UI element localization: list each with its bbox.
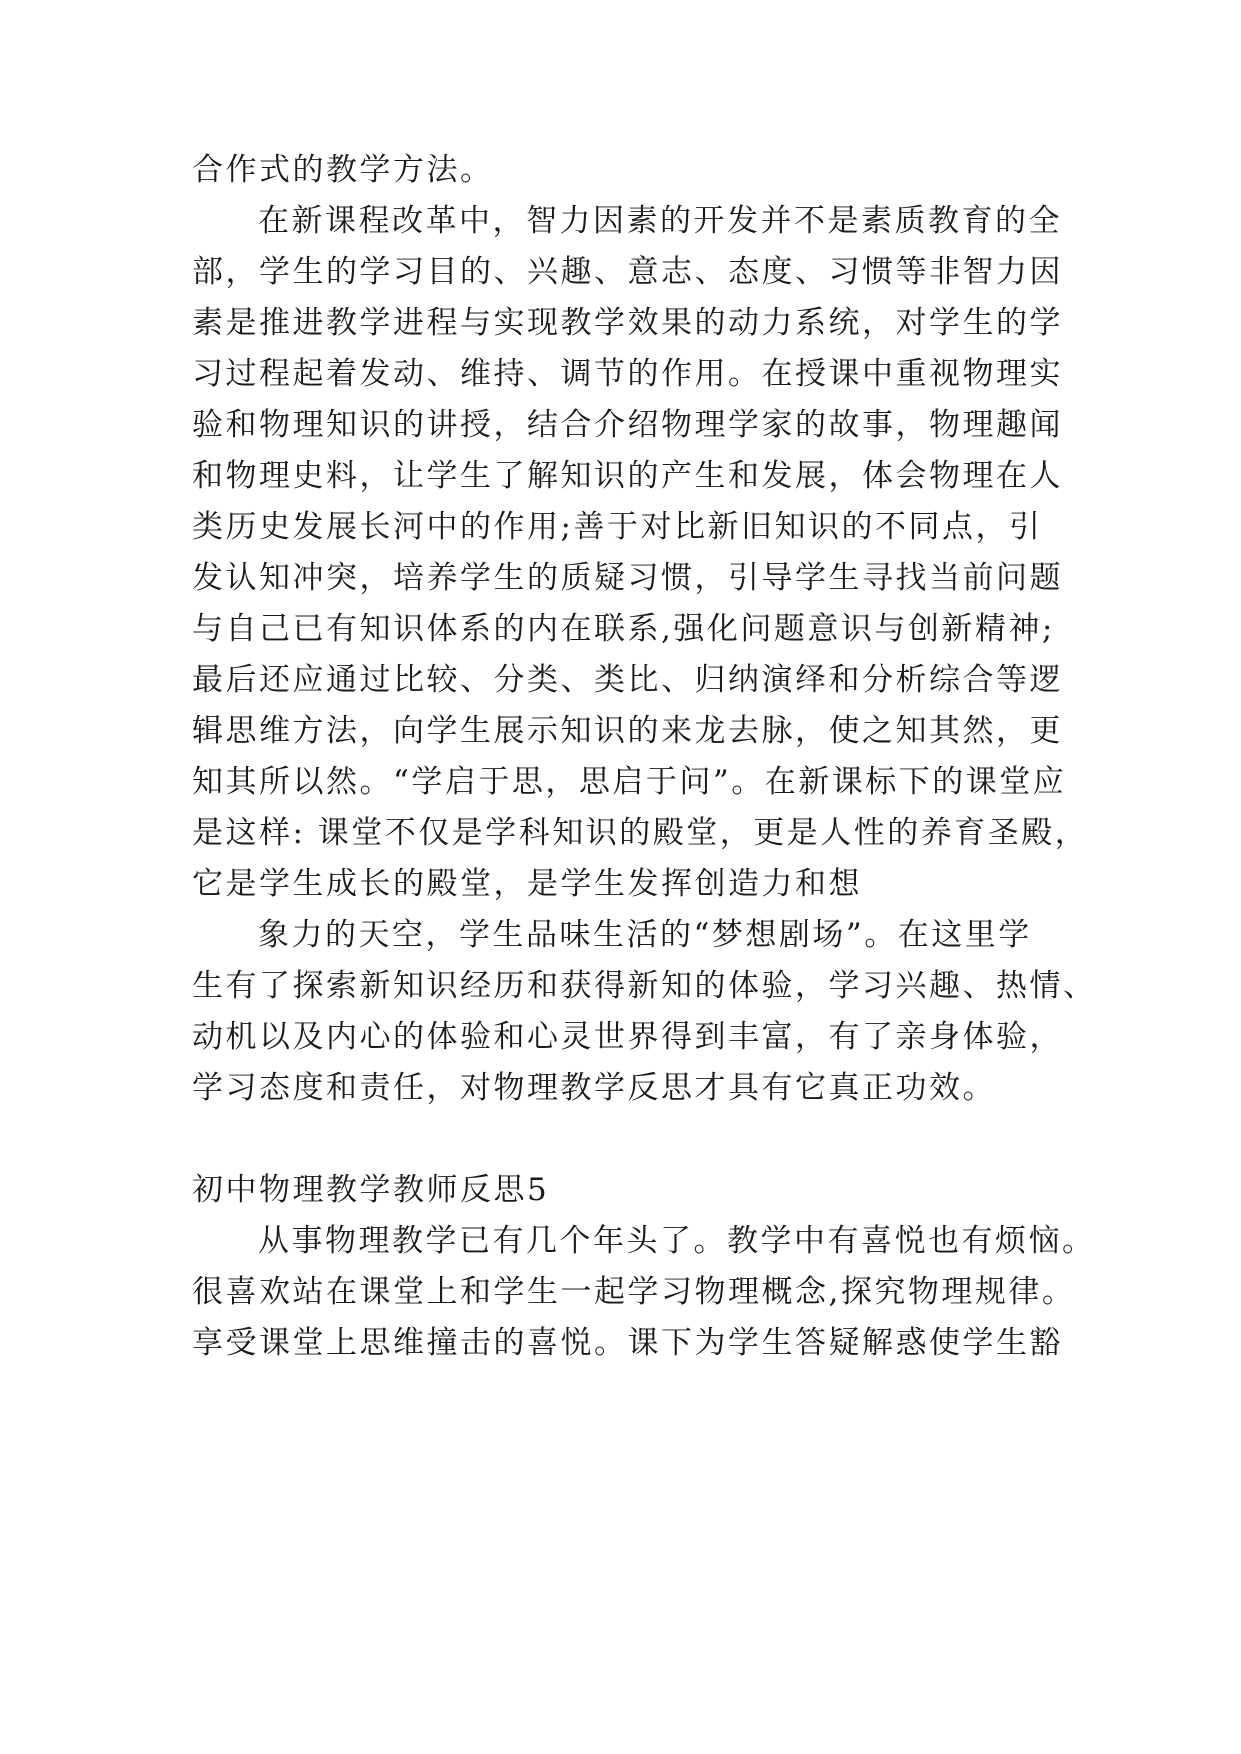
paragraph-2-line: 是这样: 课堂不仅是学科知识的殿堂，更是人性的养育圣殿，: [192, 815, 1089, 851]
paragraph-2-line: 它是学生成长的殿堂，是学生发挥创造力和想: [192, 866, 862, 902]
paragraph-2-line: 习过程起着发动、维持、调节的作用。在授课中重视物理实: [192, 356, 1063, 392]
paragraph-2-line: 类历史发展长河中的作用;善于对比新旧知识的不同点，引: [192, 509, 1043, 545]
paragraph-2-line: 和物理史料，让学生了解知识的产生和发展，体会物理在人: [192, 458, 1063, 494]
paragraph-3-line: 生有了探索新知识经历和获得新知的体验，学习兴趣、热情、: [192, 968, 1097, 1004]
paragraph-3-line: 学习态度和责任，对物理教学反思才具有它真正功效。: [192, 1070, 996, 1106]
paragraph-3-line: 动机以及内心的体验和心灵世界得到丰富，有了亲身体验，: [192, 1019, 1063, 1055]
paragraph-2-line: 辑思维方法，向学生展示知识的来龙去脉，使之知其然，更: [192, 713, 1063, 749]
paragraph-3-line: 象力的天空，学生品味生活的“梦想剧场”。在这里学: [258, 917, 1032, 953]
paragraph-2-line: 与自己已有知识体系的内在联系,强化问题意识与创新精神;: [192, 611, 1055, 647]
paragraph-2-line: 素是推进教学进程与实现教学效果的动力系统，对学生的学: [192, 305, 1063, 341]
paragraph-4-line: 享受课堂上思维撞击的喜悦。课下为学生答疑解惑使学生豁: [192, 1325, 1063, 1361]
paragraph-2-line: 验和物理知识的讲授，结合介绍物理学家的故事，物理趣闻: [192, 407, 1063, 443]
paragraph-4-line: 从事物理教学已有几个年头了。教学中有喜悦也有烦恼。: [258, 1223, 1096, 1259]
paragraph-2-line: 在新课程改革中，智力因素的开发并不是素质教育的全: [258, 203, 1062, 239]
paragraph-4-line: 很喜欢站在课堂上和学生一起学习物理概念,探究物理规律。: [192, 1274, 1076, 1310]
paragraph-2-line: 知其所以然。“学启于思，思启于问”。在新课标下的课堂应: [192, 764, 1067, 800]
paragraph-2-line: 部，学生的学习目的、兴趣、意志、态度、习惯等非智力因: [192, 254, 1063, 290]
section-heading: 初中物理教学教师反思5: [192, 1172, 550, 1208]
paragraph-1-tail: 合作式的教学方法。: [192, 152, 494, 188]
paragraph-2-line: 发认知冲突，培养学生的质疑习惯，引导学生寻找当前问题: [192, 560, 1063, 596]
paragraph-2-line: 最后还应通过比较、分类、类比、归纳演绎和分析综合等逻: [192, 662, 1063, 698]
